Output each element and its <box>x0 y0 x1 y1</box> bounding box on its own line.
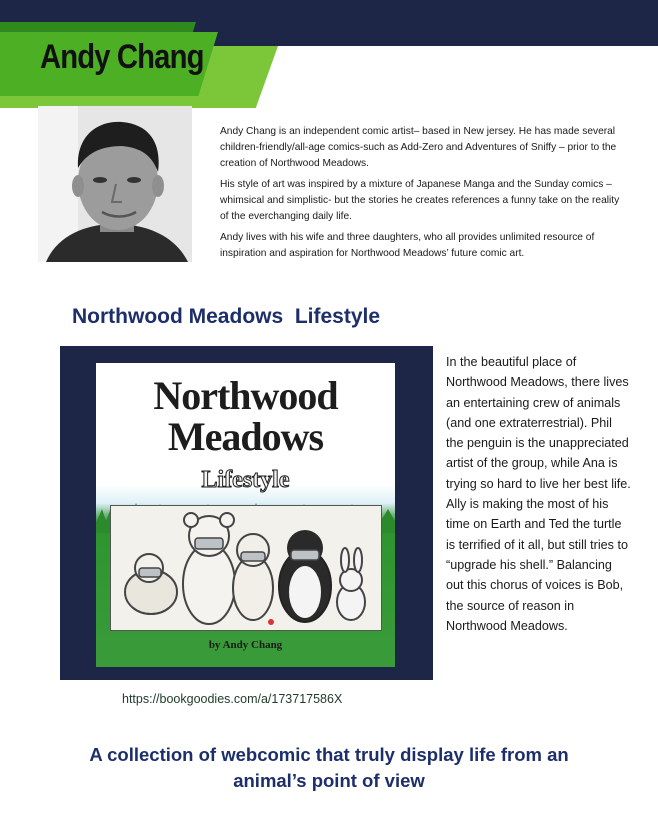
author-name: Andy Chang <box>40 38 204 76</box>
cartoon-characters-image <box>111 506 381 630</box>
bio-paragraph: Andy Chang is an independent comic artist– based in New jersey. He has made several children-friendly/all-age comics-such as Add-Zero and Adventures of Sniffy – prior to the creation of Northwood Meadows. <box>220 126 617 169</box>
bio-paragraph: His style of art was inspired by a mixture of Japanese Manga and the Sunday comics – whimsical and simplistic- but the stories he creates references a funny take on the reality of the everchanging daily life. <box>220 179 620 222</box>
book-url: https://bookgoodies.com/a/173717586X <box>122 692 343 706</box>
cover-title-line: Northwood <box>153 373 338 418</box>
tagline: A collection of webcomic that truly display life from an animal’s point of view <box>89 744 569 791</box>
author-bio <box>220 124 625 267</box>
section-title: Northwood Meadows Lifestyle <box>72 305 381 328</box>
cover-illustration <box>110 505 382 631</box>
cover-subtitle: Lifestyle <box>201 467 290 493</box>
author-photo <box>38 106 192 262</box>
author-portrait-image <box>38 106 192 262</box>
bio-paragraph: Andy lives with his wife and three daughters, who all provides unlimited resource of inspiration and aspiration for Northwood Meadows’ future comic art. <box>220 232 595 259</box>
book-cover <box>96 363 395 667</box>
cover-byline: by Andy Chang <box>208 639 283 651</box>
cover-title <box>96 375 395 457</box>
book-description: In the beautiful place of Northwood Meadows, there lives an entertaining crew of animals (and one extraterrestrial). Phil the penguin is the unappreciated artist of the group, while Ana is trying so hard to live her best life. Ally is making the most of his time on Earth and Ted the turtle is terrified of it all, but still tries to “upgrade his shell.” Balancing out this chorus of voices is Bob, the source of reason in Northwood Meadows. <box>446 355 631 633</box>
cover-title-line: Meadows <box>167 414 324 459</box>
